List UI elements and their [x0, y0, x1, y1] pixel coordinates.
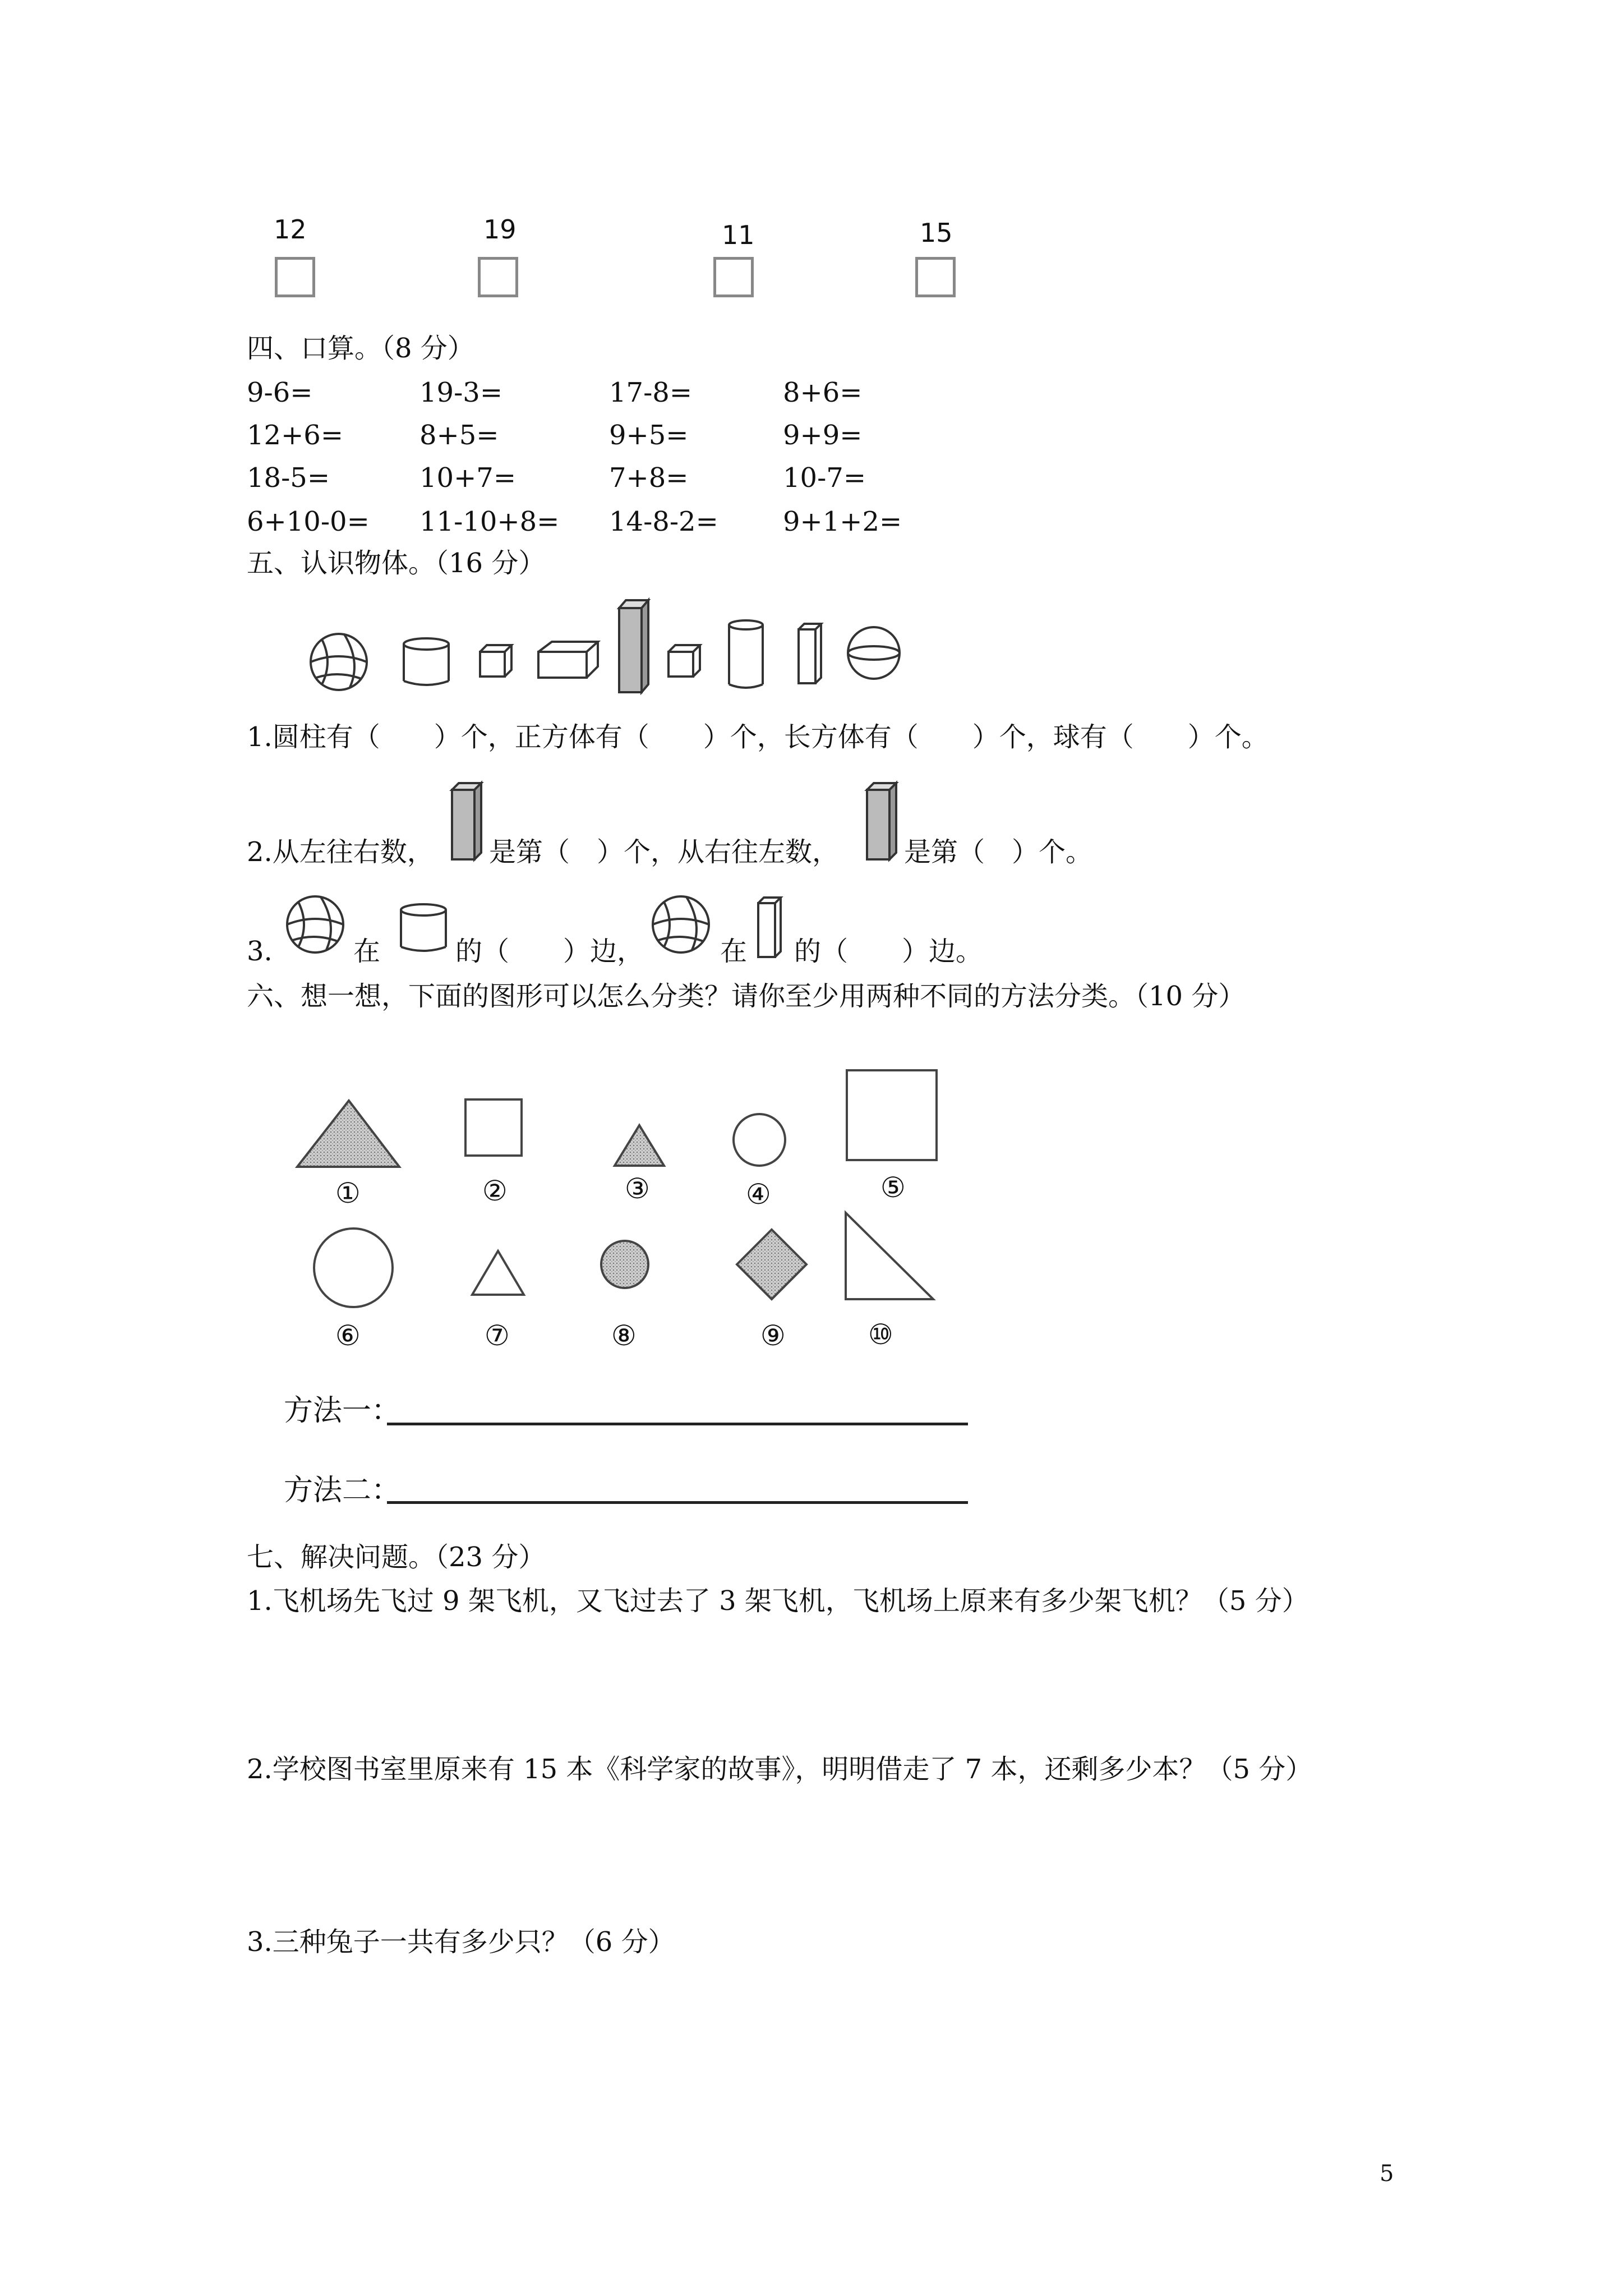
method-answer-line[interactable] [387, 1423, 968, 1425]
shape-4 [734, 1114, 785, 1166]
calc-item: 10+7= [419, 462, 517, 494]
calc-item: 9+5= [609, 420, 689, 451]
shape-8 [601, 1241, 648, 1288]
calc-item: 9+1+2= [783, 506, 902, 537]
section-title: 七、解决问题。（23 分） [247, 1542, 546, 1573]
calc-item: 8+6= [783, 377, 863, 408]
method-label: 方法一： [284, 1394, 401, 1428]
question-part: 在 [720, 936, 748, 967]
page-number: 5 [1380, 2161, 1394, 2187]
question: 3.三种兔子一共有多少只？（6 分） [247, 1926, 675, 1958]
question-part: 2.从左往右数， [247, 836, 434, 868]
shape-label: ① [335, 1177, 361, 1209]
shape-label: ⑧ [611, 1319, 637, 1352]
question-part: 在 [353, 936, 381, 967]
calc-item: 17-8= [609, 377, 693, 408]
shape-label: ⑨ [760, 1319, 786, 1352]
shape-label: ② [482, 1175, 508, 1207]
section-title: 四、口算。（8 分） [247, 333, 474, 364]
question-part: 3. [247, 936, 273, 967]
question-part: 的（ ）边。 [794, 936, 983, 967]
question-part: 的（ ）边， [455, 936, 644, 967]
calc-item: 18-5= [247, 462, 330, 494]
number-label: 19 [483, 214, 517, 245]
number-label: 15 [920, 218, 953, 248]
shape-label: ⑦ [485, 1319, 510, 1352]
shape-1 [297, 1101, 399, 1167]
method-label: 方法二： [284, 1474, 401, 1507]
shape-5 [847, 1070, 937, 1160]
shape-10 [846, 1213, 933, 1299]
shape-7 [472, 1251, 524, 1295]
number-label: 12 [274, 214, 307, 245]
shape-label: ⑥ [335, 1319, 361, 1352]
shape-label: ⑩ [868, 1318, 893, 1351]
calc-item: 6+10-0= [247, 506, 370, 537]
question: 1.圆柱有（ ）个，正方体有（ ）个，长方体有（ ）个，球有（ ）个。 [247, 721, 1269, 753]
calc-item: 19-3= [419, 377, 503, 408]
calc-item: 9-6= [247, 377, 313, 408]
section-title: 五、认识物体。（16 分） [247, 547, 546, 579]
shape-label: ④ [746, 1178, 771, 1211]
shape-9 [737, 1230, 806, 1299]
calc-item: 12+6= [247, 420, 344, 451]
calc-item: 7+8= [609, 462, 689, 494]
question: 1.飞机场先飞过 9 架飞机，又飞过去了 3 架飞机，飞机场上原来有多少架飞机？（5 分） [247, 1585, 1309, 1617]
question: 2.学校图书室里原来有 15 本《科学家的故事》，明明借走了 7 本，还剩多少本？（5 分） [247, 1754, 1313, 1785]
shape-label: ③ [625, 1172, 650, 1205]
question-part: 是第（ ）个，从右往左数， [489, 836, 840, 868]
number-label: 11 [722, 220, 755, 250]
calc-item: 9+9= [783, 420, 863, 451]
calc-item: 8+5= [419, 420, 499, 451]
calc-item: 10-7= [783, 462, 866, 494]
shape-3 [615, 1125, 664, 1166]
section-title: 六、想一想，下面的图形可以怎么分类？请你至少用两种不同的方法分类。（10 分） [247, 981, 1246, 1012]
calc-item: 11-10+8= [419, 506, 560, 537]
shape-6 [314, 1228, 393, 1307]
method-answer-line[interactable] [387, 1501, 968, 1504]
question-part: 是第（ ）个。 [904, 836, 1093, 868]
shape-label: ⑤ [880, 1171, 906, 1204]
shape-2 [465, 1099, 522, 1156]
calc-item: 14-8-2= [609, 506, 718, 537]
